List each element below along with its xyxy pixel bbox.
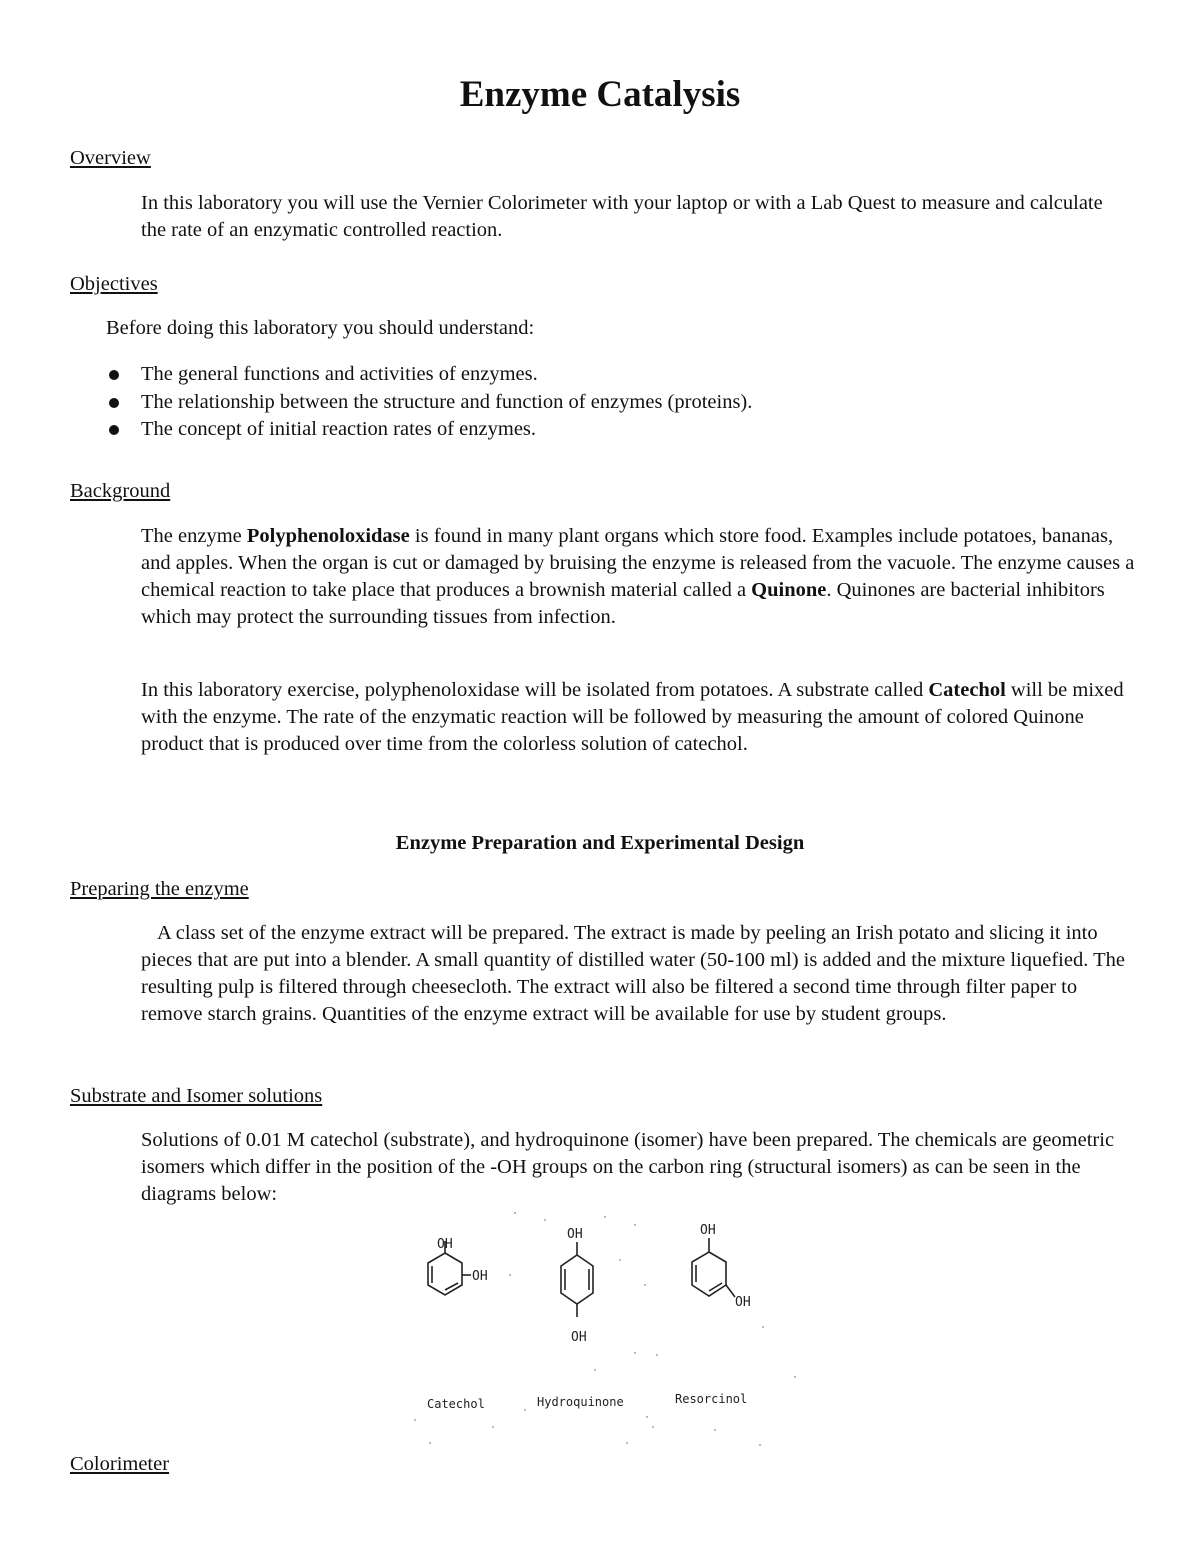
resorcinol-oh-side: OH bbox=[735, 1295, 751, 1310]
background-paragraph-1: The enzyme Polyphenoloxidase is found in many plant organs which store food. Examples include potatoes, bananas, and apples. When the organ is cut or damaged by bruising the enzyme is released from the vacuole. The enzyme causes a chemical reaction to take place that produces a brownish material called a Quinone. Quinones are bacterial inhibitors which may protect the surrounding tissues from infection. bbox=[141, 525, 1135, 628]
resorcinol-label: Resorcinol bbox=[675, 1392, 748, 1406]
preparing-heading: Preparing the enzyme bbox=[70, 878, 249, 900]
objectives-intro: Before doing this laboratory you should understand: bbox=[106, 317, 535, 339]
catechol-oh-2: OH bbox=[472, 1269, 488, 1284]
list-item: The relationship between the structure and function of enzymes (proteins). bbox=[106, 389, 752, 417]
catechol-oh-1: OH bbox=[437, 1237, 453, 1252]
hydroquinone-label: Hydroquinone bbox=[537, 1395, 624, 1409]
catechol-term: Catechol bbox=[928, 679, 1006, 701]
overview-heading: Overview bbox=[70, 147, 151, 169]
catechol-label: Catechol bbox=[427, 1397, 485, 1411]
objectives-list bbox=[106, 361, 752, 444]
colorimeter-heading: Colorimeter bbox=[70, 1453, 170, 1475]
polyphenoloxidase-term: Polyphenoloxidase bbox=[246, 525, 410, 547]
isomer-structures-svg bbox=[395, 1205, 815, 1455]
substrate-heading: Substrate and Isomer solutions bbox=[70, 1085, 323, 1107]
overview-text: In this laboratory you will use the Vernier Colorimeter with your laptop or with a Lab Quest to measure and calculate the rate of an enzymatic controlled reaction. bbox=[141, 192, 1103, 241]
background-paragraph-2: In this laboratory exercise, polyphenoloxidase will be isolated from potatoes. A substrate called Catechol will be mixed with the enzyme. The rate of the enzymatic reaction will be followed by measuring the amount of colored Quinone product that is produced over time from the colorless solution of catechol. bbox=[141, 679, 1124, 755]
list-item: The concept of initial reaction rates of enzymes. bbox=[106, 416, 752, 444]
bullet-icon bbox=[109, 398, 119, 408]
preparing-text: A class set of the enzyme extract will be prepared. The extract is made by peeling an Irish potato and slicing it into pieces that are put into a blender. A small quantity of distilled water (50-100 ml) is added and the mixture liquefied. The resulting pulp is filtered through cheesecloth. The extract will also be filtered a second time through filter paper to remove starch grains. Quantities of the enzyme extract will be available for use by student groups. bbox=[141, 922, 1125, 1025]
substrate-text: Solutions of 0.01 M catechol (substrate), and hydroquinone (isomer) have been prepared. The chemicals are geometric isomers which differ in the position of the -OH groups on the carbon ring (structural isomers) as can be seen in the diagrams below: bbox=[141, 1129, 1115, 1205]
hydroquinone-oh-bottom: OH bbox=[571, 1330, 587, 1345]
objectives-heading: Objectives bbox=[70, 273, 158, 295]
bullet-icon bbox=[109, 370, 119, 380]
document-title: Enzyme Catalysis bbox=[459, 74, 741, 115]
isomer-structures-diagram bbox=[395, 1205, 815, 1461]
resorcinol-oh-top: OH bbox=[700, 1223, 716, 1238]
list-item: The general functions and activities of enzymes. bbox=[106, 361, 752, 389]
hydroquinone-structure bbox=[561, 1242, 593, 1317]
hydroquinone-oh-top: OH bbox=[567, 1227, 583, 1242]
background-heading: Background bbox=[70, 480, 171, 502]
design-section-title: Enzyme Preparation and Experimental Design bbox=[395, 832, 805, 854]
resorcinol-structure bbox=[692, 1238, 735, 1297]
bullet-icon bbox=[109, 425, 119, 435]
quinone-term: Quinone bbox=[751, 579, 827, 601]
